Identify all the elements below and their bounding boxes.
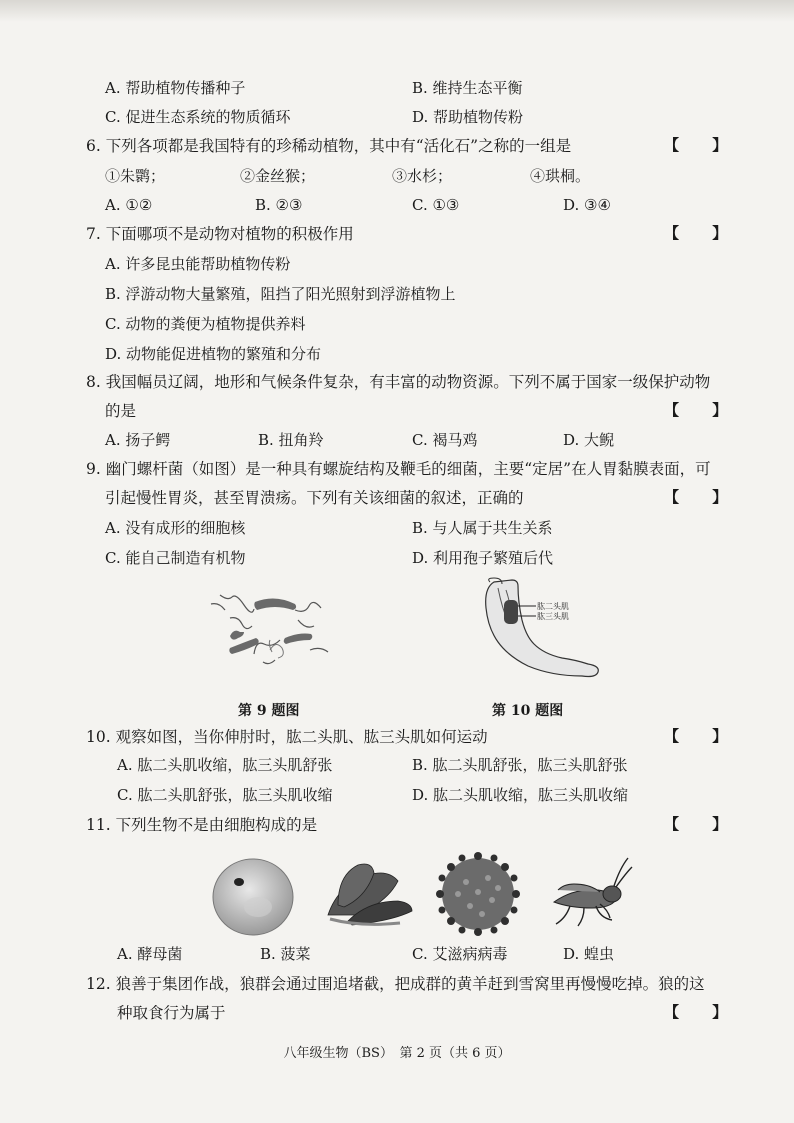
q6-stem: 6. 下列各项都是我国特有的珍稀动植物，其中有“活化石”之称的一组是 xyxy=(86,137,572,155)
yeast-image xyxy=(208,855,298,940)
q9-answer-bracket: 【 】 xyxy=(664,488,742,506)
q8-option-d: D. 大鲵 xyxy=(563,431,615,449)
q9-option-d: D. 利用孢子繁殖后代 xyxy=(412,549,554,567)
spinach-image xyxy=(318,855,418,935)
q7-option-b: B. 浮游动物大量繁殖，阻挡了阳光照射到浮游植物上 xyxy=(105,285,456,303)
q10-option-c: C. 肱二头肌舒张，肱三头肌收缩 xyxy=(117,786,333,804)
q12-stem-line1: 12. 狼善于集团作战，狼群会通过围追堵截，把成群的黄羊赶到雪窝里再慢慢吃掉。狼的这 xyxy=(86,975,705,993)
q5-option-b: B. 维持生态平衡 xyxy=(412,79,523,97)
q11-option-d: D. 蝗虫 xyxy=(563,945,615,963)
q9-option-b: B. 与人属于共生关系 xyxy=(412,519,553,537)
q10-option-b: B. 肱二头肌舒张，肱三头肌舒张 xyxy=(412,756,628,774)
q9-option-c: C. 能自己制造有机物 xyxy=(105,549,246,567)
page-footer: 八年级生物（BS） 第 2 页（共 6 页） xyxy=(283,1046,511,1061)
q6-option-d: D. ③④ xyxy=(563,196,611,214)
helicobacter-figure xyxy=(200,580,340,675)
q10-answer-bracket: 【 】 xyxy=(664,727,742,745)
locust-image xyxy=(540,850,635,935)
q11-answer-bracket: 【 】 xyxy=(664,815,742,833)
q6-option-c: C. ①③ xyxy=(412,196,460,214)
q11-option-c: C. 艾滋病病毒 xyxy=(412,945,508,963)
q9-stem-line2: 引起慢性胃炎，甚至胃溃疡。下列有关该细菌的叙述，正确的 xyxy=(105,489,524,507)
q7-option-d: D. 动物能促进植物的繁殖和分布 xyxy=(105,345,322,363)
q9-option-a: A. 没有成形的细胞核 xyxy=(105,519,246,537)
q6-item-2: ②金丝猴； xyxy=(240,167,316,185)
q6-option-a: A. ①② xyxy=(105,196,153,214)
q8-option-b: B. 扭角羚 xyxy=(258,431,324,449)
q9-stem-line1: 9. 幽门螺杆菌（如图）是一种具有螺旋结构及鞭毛的细菌，主要“定居”在人胃黏膜表面，可 xyxy=(86,460,711,478)
biceps-label: 肱二头肌 xyxy=(537,602,569,611)
q7-answer-bracket: 【 】 xyxy=(664,224,742,242)
q8-answer-bracket: 【 】 xyxy=(664,401,742,419)
q9-figure-caption: 第 9 题图 xyxy=(238,703,300,719)
q8-option-c: C. 褐马鸡 xyxy=(412,431,478,449)
q7-option-c: C. 动物的粪便为植物提供养料 xyxy=(105,315,306,333)
q6-item-1: ①朱鹮； xyxy=(105,167,166,185)
q7-stem: 7. 下面哪项不是动物对植物的积极作用 xyxy=(86,225,354,243)
q8-option-a: A. 扬子鳄 xyxy=(105,431,171,449)
q7-option-a: A. 许多昆虫能帮助植物传粉 xyxy=(105,255,291,273)
q8-stem-line2: 的是 xyxy=(105,402,137,420)
q6-item-3: ③水杉； xyxy=(392,167,453,185)
q8-stem-line1: 8. 我国幅员辽阔，地形和气候条件复杂，有丰富的动物资源。下列不属于国家一级保护动物 xyxy=(86,373,711,391)
q5-option-c: C. 促进生态系统的物质循环 xyxy=(105,108,291,126)
q10-stem: 10. 观察如图，当你伸肘时，肱二头肌、肱三头肌如何运动 xyxy=(86,728,488,746)
q11-option-a: A. 酵母菌 xyxy=(117,945,183,963)
q11-stem: 11. 下列生物不是由细胞构成的是 xyxy=(86,816,318,834)
q11-option-b: B. 菠菜 xyxy=(260,945,311,963)
q6-option-b: B. ②③ xyxy=(255,196,303,214)
q12-stem-line2: 种取食行为属于 xyxy=(117,1004,226,1022)
triceps-label: 肱三头肌 xyxy=(537,612,569,621)
q10-option-a: A. 肱二头肌收缩，肱三头肌舒张 xyxy=(117,756,333,774)
q10-option-d: D. 肱二头肌收缩，肱三头肌收缩 xyxy=(412,786,629,804)
page-top-shadow xyxy=(0,0,794,22)
q6-item-4: ④珙桐。 xyxy=(530,167,591,185)
q10-figure-caption: 第 10 题图 xyxy=(492,703,564,719)
q5-option-d: D. 帮助植物传粉 xyxy=(412,108,524,126)
q6-answer-bracket: 【 】 xyxy=(664,136,742,154)
q12-answer-bracket: 【 】 xyxy=(664,1003,742,1021)
q5-option-a: A. 帮助植物传播种子 xyxy=(105,79,246,97)
arm-muscle-figure xyxy=(470,576,620,684)
hiv-virus-image xyxy=(432,848,524,940)
